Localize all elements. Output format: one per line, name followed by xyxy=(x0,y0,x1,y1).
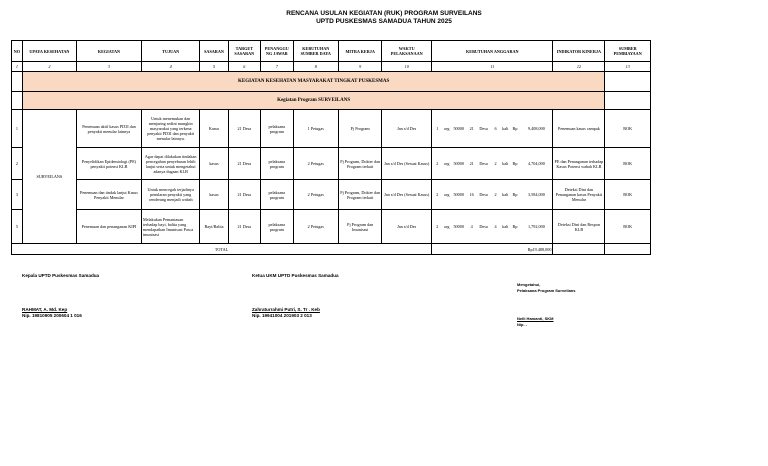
target-sasaran: 21 Desa xyxy=(228,110,260,148)
budget-cell: 2 xyxy=(490,180,501,210)
target-sasaran: 21 Desa xyxy=(228,180,260,210)
signature-left xyxy=(22,273,99,319)
table-row xyxy=(12,180,651,210)
budget-cell: 2 xyxy=(432,148,443,180)
budget-cell: kali xyxy=(501,180,510,210)
mitra-kerja: Pj Program dan Imunisasi xyxy=(339,210,382,244)
budget-cell: 2 xyxy=(490,148,501,180)
waktu: Jan s/d Des (Sesuai Kasus) xyxy=(382,148,432,180)
col-number: 13 xyxy=(605,62,651,72)
sasaran: Bayi/Balita xyxy=(200,210,228,244)
budget-cell: org xyxy=(442,148,451,180)
sumber-daya: 1 Petugas xyxy=(293,110,338,148)
col-header: UPAYA KESEHATAN xyxy=(22,41,76,62)
signature-right xyxy=(517,282,575,328)
signature-name: Nelli Hamanti, SKM xyxy=(517,316,554,321)
target-sasaran: 21 Desa xyxy=(228,148,260,180)
col-number: 12 xyxy=(553,62,605,72)
col-number: 9 xyxy=(339,62,382,72)
budget-amount: 3,584,000 xyxy=(520,180,553,210)
row-no: 5 xyxy=(12,210,23,244)
signature-role: Ketua UKM UPTD Puskesmas Samadua xyxy=(252,273,339,278)
penanggung-jawab: pelaksana program xyxy=(261,180,293,210)
total-label: TOTAL xyxy=(12,244,432,255)
sumber-pembiayaan: BOK xyxy=(605,148,651,180)
sumber-daya: 2 Petugas xyxy=(293,210,338,244)
tujuan: Untuk mencegah terjadinya penularan penyakit yang cenderung menjadi wabah xyxy=(141,180,199,210)
total-row xyxy=(12,244,651,255)
document-title xyxy=(0,10,768,26)
budget-cell: 50000 xyxy=(451,148,466,180)
budget-cell: Rp xyxy=(510,180,521,210)
sumber-pembiayaan: BOK xyxy=(605,210,651,244)
budget-cell: kali xyxy=(501,148,510,180)
budget-cell: Rp xyxy=(510,110,521,148)
kegiatan: Penemuan aktif kasus PD3I dan penyakit menular lainnya xyxy=(76,110,141,148)
col-header: WAKTU PELAKSANAAN xyxy=(382,41,432,62)
budget-cell: Rp xyxy=(510,210,521,244)
section-title: KEGIATAN KESEHATAN MASYARAKAT TINGKAT PUSKESMAS xyxy=(22,72,605,92)
budget-cell: 4 xyxy=(490,210,501,244)
budget-cell: 1 xyxy=(432,110,443,148)
waktu: Jan s/d Des xyxy=(382,210,432,244)
budget-cell: Rp xyxy=(510,148,521,180)
budget-cell: 4 xyxy=(466,210,477,244)
signature-name: RAHMAT, A. Md. Kep xyxy=(22,307,68,312)
budget-cell: kali xyxy=(501,110,510,148)
budget-cell: org xyxy=(442,110,451,148)
row-no: 1 xyxy=(12,110,23,148)
budget-cell: Desa xyxy=(477,148,490,180)
col-number: 4 xyxy=(141,62,199,72)
col-header: KEGIATAN xyxy=(76,41,141,62)
budget-cell: 21 xyxy=(466,110,477,148)
sumber-pembiayaan: BOK xyxy=(605,180,651,210)
signature-middle xyxy=(252,273,339,319)
budget-cell: Desa xyxy=(477,110,490,148)
upaya-kesehatan: SURVEILANS xyxy=(22,110,76,244)
mitra-kerja: Pj Program xyxy=(339,110,382,148)
title-line-2: UPTD PUSKESMAS SAMADUA TAHUN 2025 xyxy=(316,18,452,25)
budget-cell: 50000 xyxy=(451,180,466,210)
col-number: 7 xyxy=(261,62,293,72)
col-header: TUJUAN xyxy=(141,41,199,62)
tujuan: Agar dapat dilakukan tindakan pencegahan penyebaran lebih lanjut serta untuk mengetahui adanya dugaan KLB xyxy=(141,148,199,180)
kegiatan: Penemuan dan penanganan KIPI xyxy=(76,210,141,244)
sumber-daya: 2 Petugas xyxy=(293,180,338,210)
table-row xyxy=(12,148,651,180)
signature-role: Pelaksana Program Surveilans xyxy=(517,288,576,293)
signature-nip: Nip. - xyxy=(517,322,527,327)
budget-cell: 21 xyxy=(466,148,477,180)
target-sasaran: 21 Desa xyxy=(228,210,260,244)
col-header: PENANGGU NG JAWAB xyxy=(261,41,293,62)
sasaran: kasus xyxy=(200,148,228,180)
signature-nip: Nip. 19810905 200604 1 016 xyxy=(22,313,82,318)
indikator: Deteksi Dini dan Respon KLB xyxy=(553,210,605,244)
waktu: Jan s/d Des (Sesuai Kasus) xyxy=(382,180,432,210)
title-line-1: RENCANA USULAN KEGIATAN (RUK) PROGRAM SURVEILANS xyxy=(286,10,482,17)
row-no: 2 xyxy=(12,148,23,180)
col-header: KEBUTUHAN SUMBER DAYA xyxy=(293,41,338,62)
budget-cell: org xyxy=(442,210,451,244)
indikator: Penemuan kasus campak xyxy=(553,110,605,148)
total-value: Rp19,488,000 xyxy=(432,244,553,255)
col-number: 5 xyxy=(200,62,228,72)
mitra-kerja: Pj Program, Dokter dan Program terkait xyxy=(339,148,382,180)
tujuan: Untuk menemukan dan menjaring sedini mungkin masyarakat yang terkena penyakit PD3I dan penyakit menular lainnya. xyxy=(141,110,199,148)
col-number: 11 xyxy=(432,62,553,72)
kegiatan: Penyelidikan Epidemiologi (PE) penyakit potensi KLB xyxy=(76,148,141,180)
table-row xyxy=(12,210,651,244)
mitra-kerja: Pj Program, Dokter dan Program terkait xyxy=(339,180,382,210)
col-number: 1 xyxy=(12,62,23,72)
subsection-title: Kegiatan Program SURVEILANS xyxy=(22,92,605,110)
col-header: SASARAN xyxy=(200,41,228,62)
budget-cell: Desa xyxy=(477,210,490,244)
col-number: 2 xyxy=(22,62,76,72)
budget-cell: 50000 xyxy=(451,110,466,148)
indikator: Deteksi Dini dan Penanganan kasus Penyakit Menular xyxy=(553,180,605,210)
budget-amount: 1,792,000 xyxy=(520,210,553,244)
signature-role: Kepala UPTD Puskesmas Samadua xyxy=(22,273,100,278)
col-number: 3 xyxy=(76,62,141,72)
budget-cell: 16 xyxy=(466,180,477,210)
budget-cell: kali xyxy=(501,210,510,244)
penanggung-jawab: pelaksana program xyxy=(261,110,293,148)
section-row xyxy=(12,72,651,92)
kegiatan: Penemuan dan tindak lanjut Kasus Penyakit Menular xyxy=(76,180,141,210)
budget-amount: 9,408,000 xyxy=(520,110,553,148)
row-no: 3 xyxy=(12,180,23,210)
budget-cell: org xyxy=(442,180,451,210)
signature-name: Zahraturrahmi Putri, S. Tr . Keb xyxy=(252,307,320,312)
budget-cell: 2 xyxy=(432,180,443,210)
subsection-row xyxy=(12,92,651,110)
budget-amount: 4,704,000 xyxy=(520,148,553,180)
budget-cell: 2 xyxy=(432,210,443,244)
col-header: NO xyxy=(12,41,23,62)
col-header: INDIKATOR KINERJA xyxy=(553,41,605,62)
indikator: PE dan Penanganan terhadap Kasus Potensi wabah KLB xyxy=(553,148,605,180)
penanggung-jawab: pelaksana program xyxy=(261,210,293,244)
ruk-table xyxy=(11,40,651,255)
sasaran: kasus xyxy=(200,180,228,210)
col-header: SUMBER PEMBIAYAAN xyxy=(605,41,651,62)
sasaran: Kasus xyxy=(200,110,228,148)
budget-cell: 50000 xyxy=(451,210,466,244)
signature-greeting: Mengetahui, xyxy=(517,282,541,287)
col-number: 8 xyxy=(293,62,338,72)
col-header: MITRA KERJA xyxy=(339,41,382,62)
table-row xyxy=(12,110,651,148)
header-row xyxy=(12,41,651,62)
col-number: 10 xyxy=(382,62,432,72)
sumber-pembiayaan: BOK xyxy=(605,110,651,148)
waktu: Jan s/d Des xyxy=(382,110,432,148)
col-number: 6 xyxy=(228,62,260,72)
tujuan: Melakukan Pemantauan terhadap bayi, balita yang mendapatkan Imunisasi Pasca imunisasi xyxy=(141,210,199,244)
col-header: TARGET SASARAN xyxy=(228,41,260,62)
column-number-row xyxy=(12,62,651,72)
budget-cell: 6 xyxy=(490,110,501,148)
sumber-daya: 2 Petugas xyxy=(293,148,338,180)
budget-cell: Desa xyxy=(477,180,490,210)
signature-nip: Nip. 19941004 201903 2 013 xyxy=(252,313,312,318)
penanggung-jawab: pelaksana program xyxy=(261,148,293,180)
col-header: KEBUTUHAN ANGGARAN xyxy=(432,41,553,62)
